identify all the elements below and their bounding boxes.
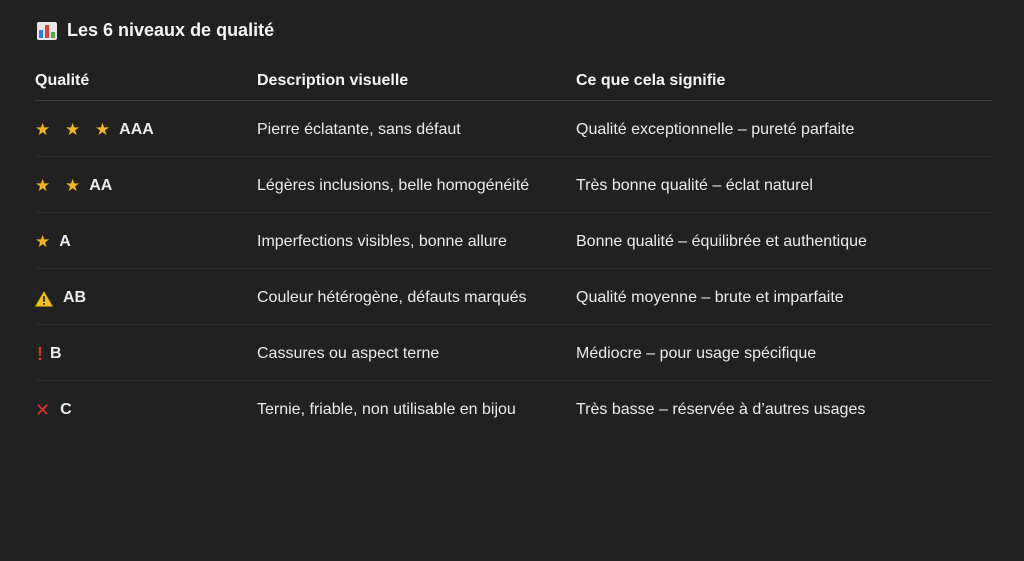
quality-grade <box>35 115 257 145</box>
column-header-meaning: Ce que cela signifie <box>576 58 992 101</box>
quality-grade <box>35 339 257 369</box>
bar-chart-icon <box>37 22 57 40</box>
grade-label: A <box>59 233 71 250</box>
grade-label: B <box>50 345 62 362</box>
cross-icon: ✕ <box>35 400 51 420</box>
table-row <box>35 325 992 381</box>
meaning-cell: Très basse – réservée à d’autres usages <box>576 401 866 418</box>
description-cell: Cassures ou aspect terne <box>257 325 576 381</box>
table-row <box>35 101 992 157</box>
grade-label: AB <box>63 289 87 306</box>
description-cell: Légères inclusions, belle homogénéité <box>257 157 576 213</box>
quality-grade <box>35 283 257 313</box>
quality-table <box>35 58 992 436</box>
column-header-quality: Qualité <box>35 58 257 101</box>
grade-label: AA <box>89 177 113 194</box>
description-cell: Ternie, friable, non utilisable en bijou <box>257 401 516 418</box>
meaning-cell: Qualité exceptionnelle – pureté parfaite <box>576 101 992 157</box>
section-title: Les 6 niveaux de qualité <box>67 20 275 40</box>
two-stars-icon: ★ ★ <box>35 176 86 195</box>
section-heading <box>37 20 274 41</box>
meaning-cell: Très bonne qualité – éclat naturel <box>576 157 992 213</box>
star-icon: ★ <box>35 232 56 251</box>
quality-grade <box>35 171 257 201</box>
three-stars-icon: ★ ★ ★ <box>35 120 116 139</box>
table-row <box>35 157 992 213</box>
table-row <box>35 213 992 269</box>
warning-icon <box>35 291 53 307</box>
column-header-description: Description visuelle <box>257 58 576 101</box>
table-header-row <box>35 58 992 101</box>
description-cell: Pierre éclatante, sans défaut <box>257 101 576 157</box>
grade-label: C <box>60 401 72 418</box>
meaning-cell: Qualité moyenne – brute et imparfaite <box>576 269 992 325</box>
exclamation-icon: ! <box>37 344 43 364</box>
quality-grade <box>35 395 257 425</box>
grade-label: AAA <box>119 121 154 138</box>
table-row <box>35 381 992 437</box>
meaning-cell: Médiocre – pour usage spécifique <box>576 325 992 381</box>
table-row <box>35 269 992 325</box>
meaning-cell: Bonne qualité – équilibrée et authentique <box>576 213 992 269</box>
quality-grade <box>35 227 257 257</box>
description-cell: Couleur hétérogène, défauts marqués <box>257 269 576 325</box>
description-cell: Imperfections visibles, bonne allure <box>257 213 576 269</box>
